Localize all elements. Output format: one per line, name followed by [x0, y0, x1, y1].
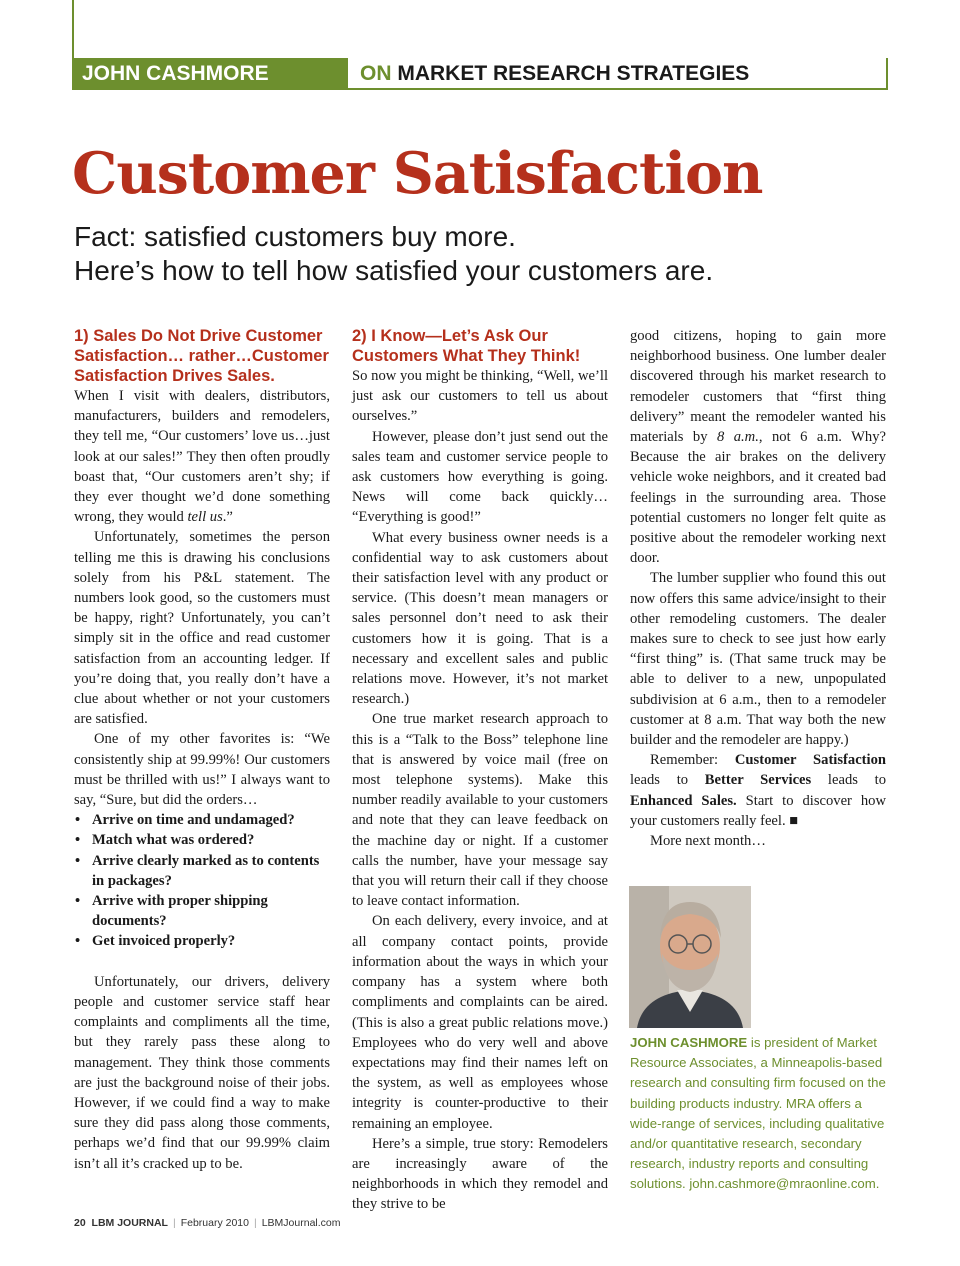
- column-1: [74, 326, 330, 1174]
- series-name: MARKET RESEARCH STRATEGIES: [397, 62, 750, 85]
- column-3: [630, 326, 886, 851]
- list-item: • Match what was ordered?: [92, 830, 330, 850]
- list-item: • Get invoiced properly?: [92, 931, 330, 951]
- article-title: Customer Satisfaction: [72, 140, 763, 207]
- subtitle-line-2: Here’s how to tell how satisfied your customers are.: [74, 255, 714, 286]
- article-subtitle: [74, 220, 713, 288]
- paragraph: However, please don’t just send out the sales team and customer service people to ask customers how everything is going. News will come back quickly… “Everything is good!”: [352, 428, 608, 526]
- paragraph: What every business owner needs is a confidential way to ask customers about their satisfaction level with any product or service. (This doesn’t mean managers or sales personnel don’t need to ask their customers how it is going. That is a necessary and excellent sales and public relations move. However, it’s not market research.): [352, 529, 608, 708]
- paragraph: Here’s a simple, true story: Remodelers are increasingly aware of the neighborhoods in which they remodel and they strive to be: [352, 1135, 608, 1213]
- paragraph: When I visit with dealers, distributors, manufacturers, builders and remodelers, they tell me, “Our customers’ love us…just look at our sales!” They then often proudly boast that, “Our customers aren’t shy; if they ever thought we’d done something wrong, they would tell us.”: [74, 388, 330, 526]
- list-item: • Arrive clearly marked as to contents in packages?: [92, 851, 330, 891]
- top-rule: [72, 0, 74, 62]
- bio-name: JOHN CASHMORE: [630, 1035, 748, 1050]
- section-heading-1: 1) Sales Do Not Drive Customer Satisfaction… rather…Customer Satisfaction Drives Sales.: [74, 327, 329, 385]
- paragraph: Remember: Customer Satisfaction leads to Better Services leads to Enhanced Sales. Start to discover how your customers really feel. ■: [630, 752, 886, 829]
- list-item: • Arrive with proper shipping documents?: [92, 891, 330, 931]
- list-item: • Arrive on time and undamaged?: [92, 810, 330, 830]
- paragraph: So now you might be thinking, “Well, we’ll just ask our customers to tell us about ourselves.”: [352, 368, 608, 425]
- column-series: [348, 58, 888, 90]
- paragraph: On each delivery, every invoice, and at all company contact points, provide information about the ways in which your company has a system where both compliments and complaints can be aired. (This is also a great public relations move.) Employees who do very well and above expectations may find their names left on the system, as well as employees whose integrity is counter-productive to their remaining an employee.: [352, 913, 608, 1132]
- series-on: ON: [360, 62, 392, 85]
- author-bio: [630, 1033, 892, 1195]
- bullet-list: [74, 810, 330, 951]
- column-author: JOHN CASHMORE: [72, 58, 348, 90]
- section-heading-2: 2) I Know—Let’s Ask Our Customers What They Think!: [352, 327, 581, 365]
- paragraph: Unfortunately, our drivers, delivery people and customer service staff hear complaints and compliments all the time, but they rarely pass these along to management. They think those comments are just the background noise of their jobs. However, if we could find a way to make sure they did pass along those comments, perhaps we’d find that our 99.99% claim isn’t all it’s cracked up to be.: [74, 973, 330, 1172]
- paragraph: More next month…: [650, 833, 766, 850]
- page-footer: 20 LBM JOURNAL | February 2010 | LBMJournal.com: [74, 1217, 341, 1229]
- paragraph: good citizens, hoping to gain more neighborhood business. One lumber dealer discovered through his market research to remodeler customers that “first thing delivery” meant the remodeler wanted his materials by 8 a.m., not 6 a.m. Why? Because the air brakes on the delivery vehicle woke neighbors, and it created bad feelings in the surrounding area. Those potential customers no longer felt quite as positive about the remodeler working next door.: [630, 328, 886, 567]
- author-photo: [629, 886, 751, 1028]
- issue-date: February 2010: [180, 1217, 249, 1229]
- page-number: 20: [74, 1217, 86, 1229]
- paragraph: One true market research approach to this is a “Talk to the Boss” telephone line that is answered by voice mail (free on most telephone systems). Make this number readily available to your customers and note that they can leave feedback on the machine day or night. If a customer calls the number, have your message say that you will return their call if they choose to leave contact information.: [352, 711, 608, 910]
- paragraph: Unfortunately, sometimes the person telling me this is drawing his conclusions solely from his P&L statement. The numbers look good, so the customers must be happy, right? Unfortunately, you can’t simply sit in the office and read customer satisfaction from an accounting ledger. If you’re doing that, you really don’t have a clue about whether or not your customers are satisfied.: [74, 529, 330, 728]
- column-header: [72, 58, 888, 90]
- subtitle-line-1: Fact: satisfied customers buy more.: [74, 221, 516, 252]
- paragraph: One of my other favorites is: “We consistently ship at 99.99%! Our customers must be thrilled with us!” I always want to say, “Sure, but did the orders…: [74, 731, 330, 809]
- journal-site: LBMJournal.com: [261, 1217, 341, 1229]
- column-2: [352, 326, 608, 1215]
- journal-name: LBM JOURNAL: [91, 1217, 168, 1229]
- bio-text: is president of Market Resource Associates, a Minneapolis-based research and consulting firm focused on the building products industry. MRA offers a wide-range of services, including qualitative and/or quantitative research, secondary research, industry reports and consulting solutions. john.cashmore@mraonline.com.: [630, 1035, 886, 1192]
- paragraph: The lumber supplier who found this out now offers this same advice/insight to their other remodeling customers. The dealer makes sure to check to see just how early “first thing” is. (That same truck may be able to deliver to a new, unpopulated subdivision at 6 a.m., then to a remodeler customer at 8 a.m. That way both the new builder and the remodeler are happy.): [630, 570, 886, 749]
